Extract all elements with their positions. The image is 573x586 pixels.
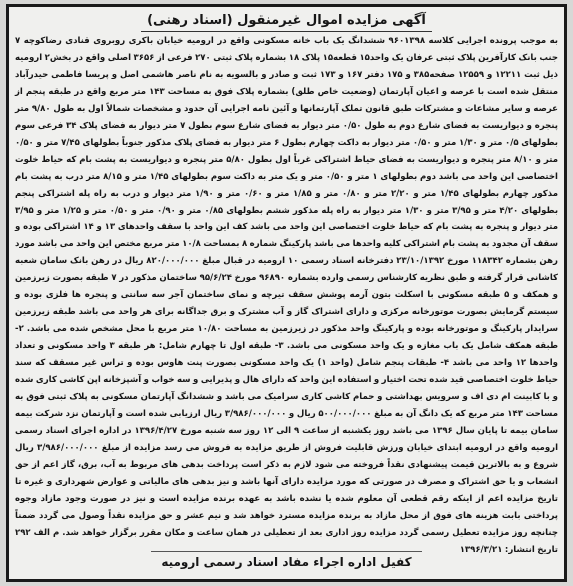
notice-title: آگهی مزایده اموال غیرمنقول (اسناد رهنی)	[141, 11, 432, 32]
notice-body: به موجب پرونده اجرایی کلاسه ۹۶۰۱۳۹۸ ششدانگ یک باب خانه مسکونی واقع در ارومیه خیابان باکری روبروی قنادی رضاکوچه ۷ جنب بانک کارآفرین پلاک ثبتی عرفان یک واحد۱۵ قطعه۱۵ پلاک ۱۸ بشماره پلاک ثبتی ۲۷۰ فرعی از ۳۶۵۶ اصلی واقع در بخش۲ ارومیه ذیل ثبت ۱۲۲۱۱ و ۱۲۵۵۹ صفحه۳۸۵ و ۱۷۵ دفتر ۱۶۷ و ۱۷۳ ثبت و صادر و بالسویه به نام ناصر هاشمی اصل و پریسا فاطمی حیدرآباد منتقل شده است با عرصه و اعیان آپارتمان (وضعیت خاص طلق) بشماره پلاک فوق به مساحت ۱۴۳ متر مربع واقع در طبقه پنجم از عرصه و سایر مشاعات و مشترکات طبق قانون تملک آپارتمانها و آئین نامه اجرایی آن حدود و مشخصات شمالاً اول به طول ۹/۸۰ متر پنجره و دیواریست به فضای شارع دوم به طول ۰/۵۰ متر دیوار به فضای شارع سوم بطول ۷ متر دیوار به فضای پلاک ۳۴ فرعی سوم بطولهای ۰/۵ متر و ۱/۳۰ متر و ۰/۵۰ متر دیوار به داکت چهارم بطول ۶ متر دیوار به فضای پلاک مذکور جنوباً بطولهای ۷/۴۵ متر و ۰/۵۰ متر و ۸/۱۰ متر پنجره و دیواریست به فضای حیاط اشتراکی غرباً اول بطول ۵/۸۰ متر پنجره و دیواریست به پشت بام که حیاط خلوت اختصاصی این واحد می باشد دوم بطولهای ۱ متر و ۰/۵۰ متر و یک متر به داکت سوم بطولهای ۱/۴۵ متر و ۸/۱۵ متر درب به پشت بام مذکور چهارم بطولهای ۱/۴۵ متر و ۲/۲۰ متر و ۰/۸۰ متر و ۱/۸۵ متر و ۰/۶۰ متر و ۱/۹۰ متر دیوار و درب به راه پله اشتراکی پنجم بطولهای ۴/۲۰ متر و ۳/۹۵ متر و ۱/۳۰ متر دیوار به راه پله مذکور ششم بطولهای ۰/۸۵ متر و ۰/۹۰ متر و ۰/۵۰ متر و ۱/۲۵ متر و ۳/۹۵ متر دیوار و پنجره به پشت بام که حیاط خلوت اختصاصی این واحد می باشد کف این واحد با سقف واحدهای ۱۳ و ۱۴ اشتراکی بوده و سقف آن مجدود به پشت بام اشتراکی کلیه واحدها می باشد پارکینگ شماره ۸ بمساحت ۱۰/۸ متر مربع مختص این واحد می باشد مورد رهن بشماره ۱۱۸۳۴۲ مورخ ۲۳/۱۰/۱۳۹۲ دفترخانه اسناد رسمی ۱۰ ارومیه در قبال مبلغ ۸۲۰/۰۰۰/۰۰۰ ریال در رهن بانک سامان شعبه کاشانی قرار گرفته و طبق نظریه کارشناس رسمی وارده بشماره ۹۶۸۹۰ مورخ ۹۵/۶/۲۴ ساختمان مذکور در ۷ طبقه بصورت زیرزمین و همکف و ۵ طبقه مسکونی با اسکلت بتون آرمه پوشش سقف تیرچه و نمای ساختمان آجر سه سانتی و پنجره ها فلزی بوده و سیستم گرمایش بصورت موتورخانه مرکزی و دارای اشتراک گاز و آب مشترک و برق جداگانه برای هر واحد می باشد طبقه زیرزمین سرایدار پارکینگ و موتورخانه بوده و پارکینگ واحد مذکور در زیرزمین به مساحت ۱۰/۸۰ متر مربع با محل مشخص شده می باشد. ۲- طبقه همکف شامل یک باب مغازه و یک واحد مسکونی می باشد. ۳- طبقه اول تا چهارم شامل: هر طبقه ۳ واحد مسکونی و تعداد واحدها ۱۲ واحد می باشد ۴- طبقات پنجم شامل (واحد ۱) یک واحد مسکونی بصورت پنت هاوس بوده و تراس غیر مسقف که سند حیاط خلوت اختصاصی قید شده تحت اختیار و استفاده این واحد که دارای هال و پذیرایی و سه خواب و آشپزخانه اپن کاشی کاری شده و با کابینت ام دی اف و سرویس بهداشتی و حمام کاشی کاری سرامیک می باشد و ششدانگ آپارتمان مسکونی به پلاک ثبتی فوق به مساحت ۱۴۳ متر مربع که یک دانگ آن به مبلغ ۵۰۰/۰۰۰/۰۰۰ ریال و ۳/۹۸۶/۰۰۰/۰۰۰ ریال ارزیابی شده است و آپارتمان نزد شرکت بیمه سامان بیمه تا پایان سال ۱۳۹۶ می باشد روز یکشنبه از ساعت ۹ الی ۱۲ روز سه شنبه مورخ ۱۳۹۶/۴/۲۷ در اداره اجرای اسناد رسمی ارومیه واقع در ارومیه ابتدای خیابان ورزش قابلیت فروش از طریق مزایده به فروش می رسد مزایده از مبلغ ۳/۹۸۶/۰۰۰/۰۰۰ ریال شروع و به بالاترین قیمت پیشنهادی نقداً فروخته می شود لازم به ذکر است پرداخت بدهی های مربوط به آب، برق، گاز اعم از حق انشعاب و یا حق اشتراک و مصرف در صورتی که مورد مزایده دارای آنها باشد و نیز بدهی های مالیاتی و عوارض شهرداری و غیره تا تاریخ مزایده اعم از اینکه رقم قطعی آن معلوم شده یا نشده باشد به عهده برنده مزایده است و نیز در صورت وجود مازاد وجوه پرداختی بابت هزینه های فوق از محل مازاد به برنده مزایده مسترد خواهد شد و نیم عشر و حق مزایده نقداً وصول می گردد ضمناً چنانچه روز مزایده تعطیل رسمی گردد مزایده روز اداری بعد از تعطیلی در همان ساعت و مکان مقرر برگزار خواهد شد. م الف ۲۹۲ تاریخ انتشار: ۱۳۹۶/۳/۲۱	[15, 36, 559, 555]
notice-footer	[9, 551, 564, 573]
auction-notice	[6, 4, 567, 582]
signature-line: کفیل اداره اجراء مفاد اسناد رسمی ارومیه	[151, 551, 421, 572]
notice-header	[9, 9, 564, 31]
